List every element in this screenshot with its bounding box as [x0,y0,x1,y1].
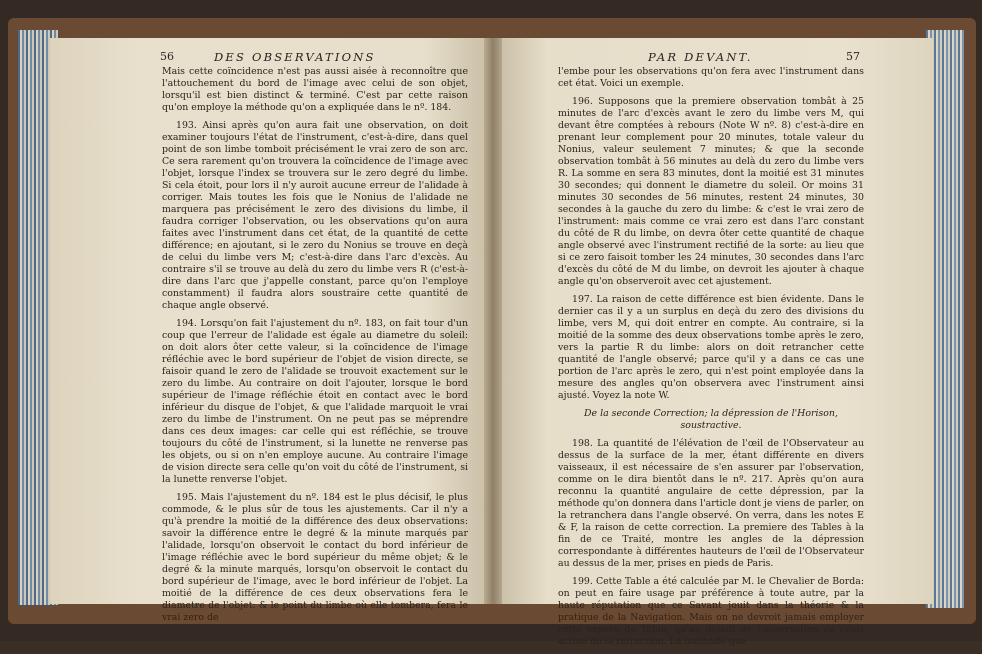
paragraph: 199. Cette Table a été calculée par M. le Chevalier de Borda: on peut en faire usage par préférence à toute autre, par la haute réputation que ce Savant jouit dans la théorie & la pratique de la Navigation. Mais on ne devroit jamais employer cette espece de Table, qu'au défaut de l'observation de l'état actuel de la réfraction. La méthode que [558,576,864,647]
right-running-head: PAR DEVANT. [648,50,753,64]
left-running-head: DES OBSERVATIONS [214,50,376,64]
paragraph: 193. Ainsi après qu'on aura fait une observation, on doit examiner toujours l'état de l'instrument, c'est-à-dire, dans quel point de son limbe tomboit précisément le vrai zero de son arc. Ce sera rarement qu'on trouvera la coïncidence de l'image avec l'objet, lorsque l'index se trouvera sur le zero degré du limbe. Si cela étoit, pour lors il n'y auroit aucune erreur de l'alidade à corriger. Mais toutes les fois que le Nonius de l'alidade ne marquera pas précisément le zero des divisions du limbe, il faudra corriger l'observation, ou les observations qu'on aura faites avec l'instrument dans cet état, de la quantité de cette différence; en ajoutant, si le zero du Nonius se trouve en deçà de celui du limbe vers M; c'est-à-dire dans l'arc d'excès. Au contraire s'il se trouve au delà du zero du limbe vers R (c'est-à-dire dans l'arc que j'appelle constant, parce qu'on l'employe constamment) il faudra alors soustraire cette quantité de chaque angle observé. [162,120,468,311]
left-page-number: 56 [160,50,174,63]
right-page-number: 57 [846,50,860,63]
paragraph: Mais cette coïncidence n'est pas aussi aisée à reconnoître que l'attouchement du bord de l'image avec celui de son objet, lorsqu'il est bien distinct & terminé. C'est par cette raison qu'on employe la méthode qu'on a expliquée dans le nº. 184. [162,66,468,113]
right-page-text [558,66,864,654]
paragraph: 194. Lorsqu'on fait l'ajustement du nº. 183, on fait tour d'un coup que l'erreur de l'alidade est égale au diametre du soleil: on doit alors ôter cette valeur, si la coïncidence de l'image réfléchie avec le bord supérieur de l'objet de vision directe, se faisoir quand le zero de l'alidade se trouvoit exactement sur le zero du limbe. Au contraire on doit l'ajouter, lorsque le bord supérieur de l'image réfléchie étoit en contact avec le bord inférieur du disque de l'objet, & que l'alidade marquoit le vrai zero du limbe de l'instrument. On ne peut pas se méprendre dans ces deux images: car celle qui est réfléchie, se trouve toujours du côté de l'instrument, si la lunette ne renverse pas les objets, ou si on n'en employe aucune. Au contraire l'image de vision directe sera celle qu'on voit du côté de l'instrument, si la lunette renverse l'objet. [162,318,468,485]
paragraph: 197. La raison de cette différence est bien évidente. Dans le dernier cas il y a un surplus en deçà du zero des divisions du limbe, vers M, qui doit entrer en compte. Au contraire, si la moitié de la somme des deux observations tombe après le zero, vers la partie R du limbe: alors on doit retrancher cette quantité de l'angle observé; parce qu'il y a dans ce cas une portion de l'arc après le zero, qui n'est point employée dans la mesure des angles qu'on observera avec l'instrument ainsi ajusté. Voyez la note W. [558,294,864,401]
book-gutter [484,38,502,604]
section-heading: De la seconde Correction; la dépression de l'Horison, soustractive. [584,408,838,431]
left-page-text [162,66,468,630]
paragraph: l'embe pour les observations qu'on fera avec l'instrument dans cet état. Voici un exemple. [558,66,864,89]
paragraph: 198. La quantité de l'élévation de l'œil de l'Observateur au dessus de la surface de la mer, étant différente en divers vaisseaux, il est nécessaire de s'en assurer par l'observation, comme on le dira bientôt dans le nº. 217. Après qu'on aura reconnu la quantité angulaire de cette dépression, par la méthode qu'on donnera dans l'article dont je viens de parler, on la retranchera dans l'angle observé. On verra, dans les notes E & F, la raison de cette correction. La premiere des Tables à la fin de ce Traité, montre les angles de la dépression correspondante à différentes hauteurs de l'œil de l'Observateur au dessus de la mer, prises en pieds de Paris. [558,438,864,569]
paragraph: 196. Supposons que la premiere observation tombât à 25 minutes de l'arc d'excès avant le zero du limbe vers M, qui devant être comptées à rebours (Note W nº. 8) c'est-à-dire en prenant leur complement pour 20 minutes, totale valeur du Nonius, valeur seulement 7 minutes; & que la seconde observation tombât à 56 minutes au delà du zero du limbe vers R. La somme en sera 83 minutes, dont la moitié est 31 minutes 30 secondes; qui donnent le diametre du soleil. Or moins 31 minutes 30 secondes de 56 minutes, restent 24 minutes, 30 secondes à la gauche du zero du limbe: & c'est le vrai zero de l'instrument: mais comme ce vrai zero est dans l'arc constant du côté de R du limbe, on devra ôter cette quantité de chaque angle observé avec l'instrument rectifié de la sorte: au lieu que si ce zero faisoit tomber les 24 minutes, 30 secondes dans l'arc d'excès du côté de M du limbe, on devroit les ajouter à chaque angle qu'on observeroit avec cet ajustement. [558,96,864,287]
paragraph: 195. Mais l'ajustement du nº. 184 est le plus décisif, le plus commode, & le plus sûr de tous les ajustements. Car il n'y a qu'à prendre la moitié de la différence des deux observations: savoir la différence entre le degré & la minute marqués par l'alidade, lorsqu'on observoit le contact du bord inférieur de l'image réfléchie avec le bord supérieur du même objet; & le degré & la minute marqués, lorsqu'on observoit le contact du bord supérieur de l'image, avec le bord inférieur de l'objet. La moitié de la différence de ces deux observations fera le diametre de l'objet: & le point du limbe où elle tombera, fera le vrai zero de [162,492,468,623]
